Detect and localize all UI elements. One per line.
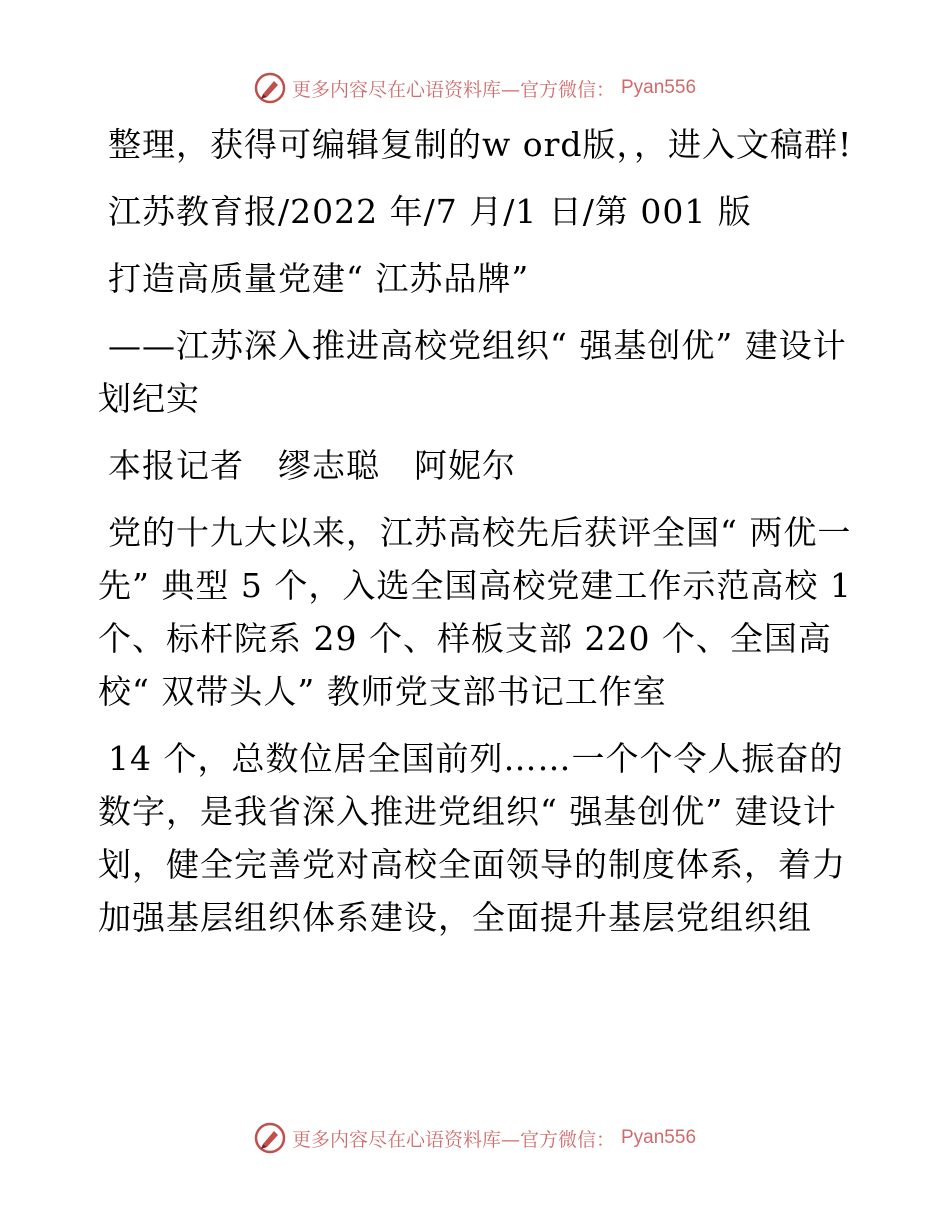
watermark-text: 更多内容尽在心语资料库—官方微信：: [291, 78, 615, 101]
pen-logo-icon: [254, 1122, 286, 1154]
paragraph-body-2: 14 个，总数位居全国前列……一个个令人振奋的数字，是我省深入推进党组织“ 强基创优” 建设计划，健全完善党对高校全面领导的制度体系，着力加强基层组织体系建设，全面提升基层党组织组: [98, 739, 846, 937]
header-watermark: [0, 72, 950, 104]
paragraph-subtitle: ——江苏深入推进高校党组织“ 强基创优” 建设计划纪实: [98, 326, 847, 418]
paragraph-byline: 本报记者 缪志聪 阿妮尔: [108, 446, 516, 485]
paragraph-title: 打造高质量党建“ 江苏品牌”: [108, 259, 530, 298]
document-body: [98, 118, 858, 958]
pen-logo-icon: [254, 72, 286, 104]
paragraph-intro: 整理，获得可编辑复制的w ord版，，进入文稿群!: [108, 125, 853, 164]
paragraph-body-1: 党的十九大以来，江苏高校先后获评全国“ 两优一先” 典型 5 个，入选全国高校党建工作示范高校 1 个、标杆院系 29 个、样板支部 220 个、全国高校“ 双带头人” 教师党支部书记工作室: [98, 513, 852, 711]
watermark-wechat-id: Pyan556: [621, 77, 697, 98]
watermark-wechat-id: Pyan556: [621, 1127, 697, 1148]
footer-watermark: [0, 1122, 950, 1154]
paragraph-source: 江苏教育报/2022 年/7 月/1 日/第 001 版: [108, 192, 752, 231]
watermark-text: 更多内容尽在心语资料库—官方微信：: [291, 1128, 615, 1151]
